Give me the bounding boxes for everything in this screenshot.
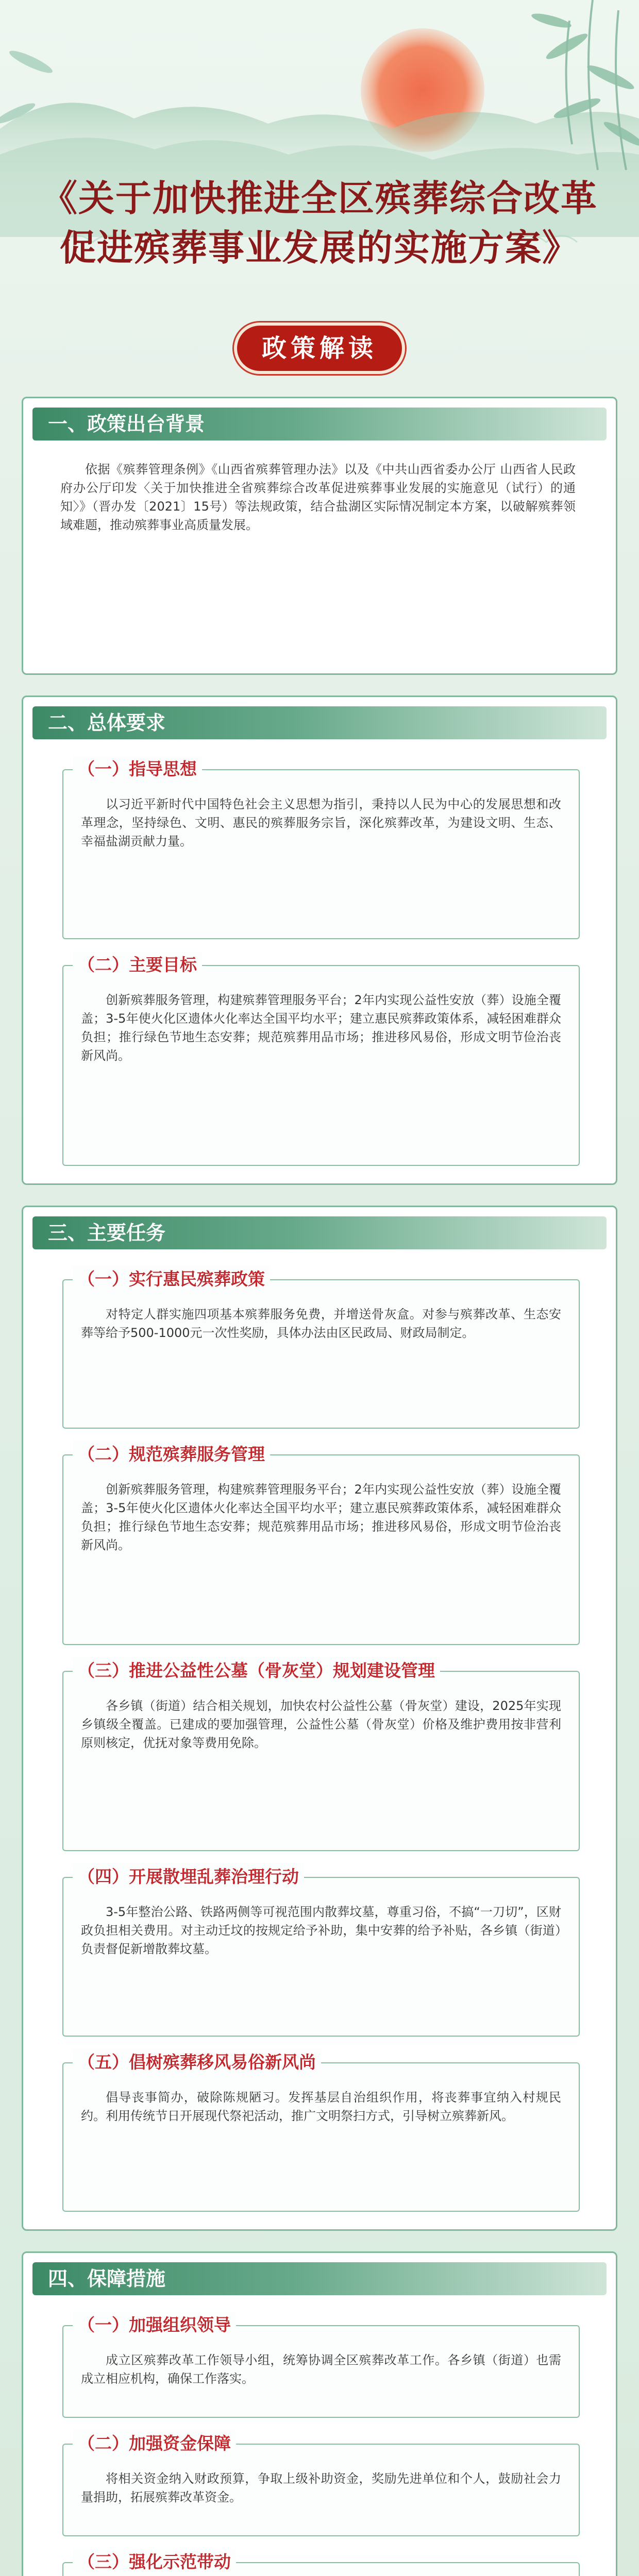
subsection-title: （二）加强资金保障 (73, 2430, 236, 2457)
subsection-funding (62, 2433, 580, 2536)
subsection-body: 3-5年整治公路、铁路两侧等可视范围内散葬坟墓，尊重习俗，不搞“一刀切”，区财政负担相关费用。对主动迁坟的按规定给予补助，集中安葬的给予补贴，各乡镇（街道）负责督促新增散葬坟墓。 (81, 1905, 561, 1956)
section-general-requirements (22, 696, 617, 1185)
section-title: 一、政策出台背景 (48, 413, 205, 435)
section-header (32, 706, 607, 739)
section-title: 四、保障措施 (48, 2267, 166, 2290)
section-safeguards (22, 2251, 617, 2576)
hero-banner (0, 0, 639, 392)
subsection-body: 创新殡葬服务管理，构建殡葬管理服务平台；2年内实现公益性安放（葬）设施全覆盖；3-5年使火化区遗体火化率达全国平均水平；建立惠民殡葬政策体系，减轻困难群众负担；推行绿色节地生态安葬；规范殡葬用品市场；推进移风易俗，形成文明节俭治丧新风尚。 (81, 1482, 561, 1552)
subsection-scattered-burial (62, 1867, 580, 2037)
subsection-title: （二）主要目标 (73, 952, 202, 978)
subsection-title: （三）推进公益性公墓（骨灰堂）规划建设管理 (73, 1657, 440, 1684)
policy-interpretation-badge: 政策解读 (237, 326, 402, 371)
subsection-new-customs (62, 2052, 580, 2212)
subsection-service-management (62, 1444, 580, 1645)
subsection-main-goals (62, 955, 580, 1166)
subsection-title: （一）实行惠民殡葬政策 (73, 1266, 270, 1293)
section-title: 三、主要任务 (48, 1222, 166, 1244)
subsection-title: （四）开展散埋乱葬治理行动 (73, 1863, 304, 1890)
subsection-public-cemetery (62, 1660, 580, 1851)
subsection-demonstration (62, 2552, 580, 2576)
subsection-title: （一）加强组织领导 (73, 2312, 236, 2338)
section-background (22, 397, 617, 675)
subsection-title: （五）倡树殡葬移风易俗新风尚 (73, 2049, 321, 2076)
subsection-body: 成立区殡葬改革工作领导小组，统筹协调全区殡葬改革工作。各乡镇（街道）也需成立相应机构，确保工作落实。 (81, 2353, 561, 2386)
section-header (32, 408, 607, 440)
subsection-title: （三）强化示范带动 (73, 2549, 236, 2575)
section-header (32, 1216, 607, 1249)
hero-title-line2: 促进殡葬事业发展的实施方案》 (60, 226, 579, 269)
hero-title-line1: 《关于加快推进全区殡葬综合改革 (41, 177, 598, 219)
subsection-title: （二）规范殡葬服务管理 (73, 1441, 270, 1468)
subsection-title: （一）指导思想 (73, 756, 202, 783)
subsection-benefit-policy (62, 1269, 580, 1429)
subsection-body: 对特定人群实施四项基本殡葬服务免费，并增送骨灰盒。对参与殡葬改革、生态安葬等给予500-1000元一次性奖励，具体办法由区民政局、财政局制定。 (81, 1307, 561, 1340)
subsection-body: 倡导丧事简办，破除陈规陋习。发挥基层自治组织作用，将丧葬事宜纳入村规民约。利用传统节日开展现代祭祀活动，推广文明祭扫方式，引导树立殡葬新风。 (81, 2090, 561, 2123)
section-body: 依据《殡葬管理条例》《山西省殡葬管理办法》以及《中共山西省委办公厅 山西省人民政府办公厅印发〈关于加快推进全省殡葬综合改革促进殡葬事业发展的实施意见（试行）的通知〉》（晋办发〔2021〕15号）等法规政策，结合盐湖区实际情况制定本方案，以破解殡葬领域难题，推动殡葬事业高质量发展。 (60, 462, 576, 532)
subsection-guiding-ideology (62, 759, 580, 939)
subsection-body: 创新殡葬服务管理，构建殡葬管理服务平台；2年内实现公益性安放（葬）设施全覆盖；3-5年使火化区遗体火化率达全国平均水平；建立惠民殡葬政策体系，减轻困难群众负担；推行绿色节地生态安葬；规范殡葬用品市场；推进移风易俗，形成文明节俭治丧新风尚。 (81, 993, 561, 1063)
section-title: 二、总体要求 (48, 711, 166, 734)
section-header (32, 2262, 607, 2295)
section-main-tasks (22, 1206, 617, 2231)
subsection-organization (62, 2315, 580, 2418)
subsection-body: 各乡镇（街道）结合相关规划，加快农村公益性公墓（骨灰堂）建设，2025年实现乡镇级全覆盖。已建成的要加强管理，公益性公墓（骨灰堂）价格及维护费用按非营利原则核定，优抚对象等费用免除。 (81, 1699, 561, 1750)
subsection-body: 以习近平新时代中国特色社会主义思想为指引，秉持以人民为中心的发展思想和改革理念，坚持绿色、文明、惠民的殡葬服务宗旨，深化殡葬改革，为建设文明、生态、幸福盐湖贡献力量。 (81, 797, 561, 849)
subsection-body: 将相关资金纳入财政预算，争取上级补助资金，奖励先进单位和个人，鼓励社会力量捐助，拓展殡葬改革资金。 (81, 2471, 561, 2504)
